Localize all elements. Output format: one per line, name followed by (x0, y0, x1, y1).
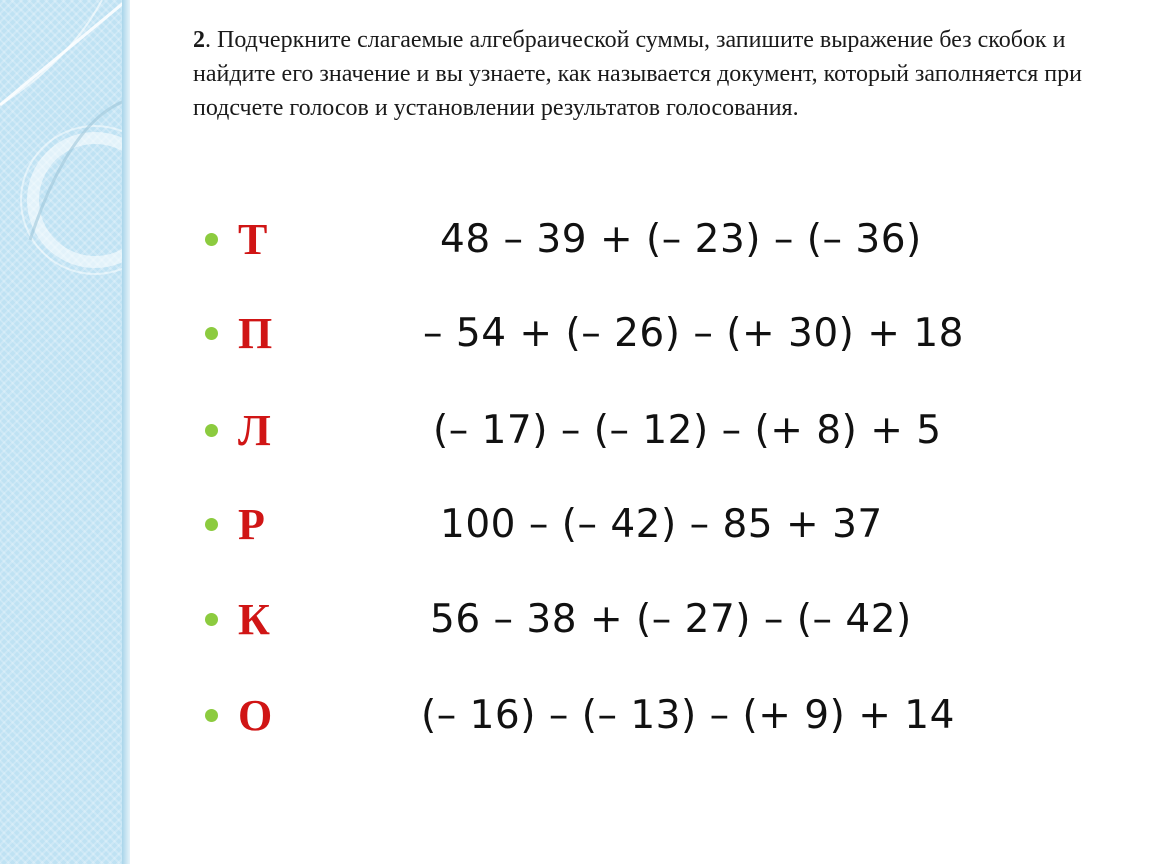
row-letter: К (238, 595, 270, 644)
bullet-icon (205, 233, 218, 246)
row-letter: П (238, 309, 273, 358)
task-number: 2 (193, 27, 205, 53)
bullet-icon (205, 424, 218, 437)
row-expression: 56 – 38 + (– 27) – (– 42) (430, 597, 912, 642)
row-letter: Т (238, 215, 268, 264)
list-item (205, 495, 1105, 555)
task-body: . Подчеркните слагаемые алгебраической суммы, запишите выражение без скобок и найдите его значение и вы узнаете, как называется документ, который заполняется при подсчете голосов и установлении результатов голосования. (193, 27, 1082, 121)
row-expression: 48 – 39 + (– 23) – (– 36) (440, 217, 922, 262)
row-expression: (– 17) – (– 12) – (+ 8) + 5 (433, 408, 942, 453)
bullet-icon (205, 709, 218, 722)
row-letter: Л (238, 406, 271, 455)
list-item (205, 401, 1105, 461)
list-item (205, 304, 1105, 364)
row-expression: (– 16) – (– 13) – (+ 9) + 14 (421, 693, 955, 738)
bullet-icon (205, 327, 218, 340)
row-letter: О (238, 691, 273, 740)
row-expression: 100 – (– 42) – 85 + 37 (440, 502, 883, 547)
bullet-icon (205, 613, 218, 626)
bullet-icon (205, 518, 218, 531)
list-item (205, 210, 1105, 270)
row-letter: Р (238, 500, 265, 549)
list-item (205, 686, 1105, 746)
row-expression: – 54 + (– 26) – (+ 30) + 18 (423, 311, 964, 356)
list-item (205, 590, 1105, 650)
